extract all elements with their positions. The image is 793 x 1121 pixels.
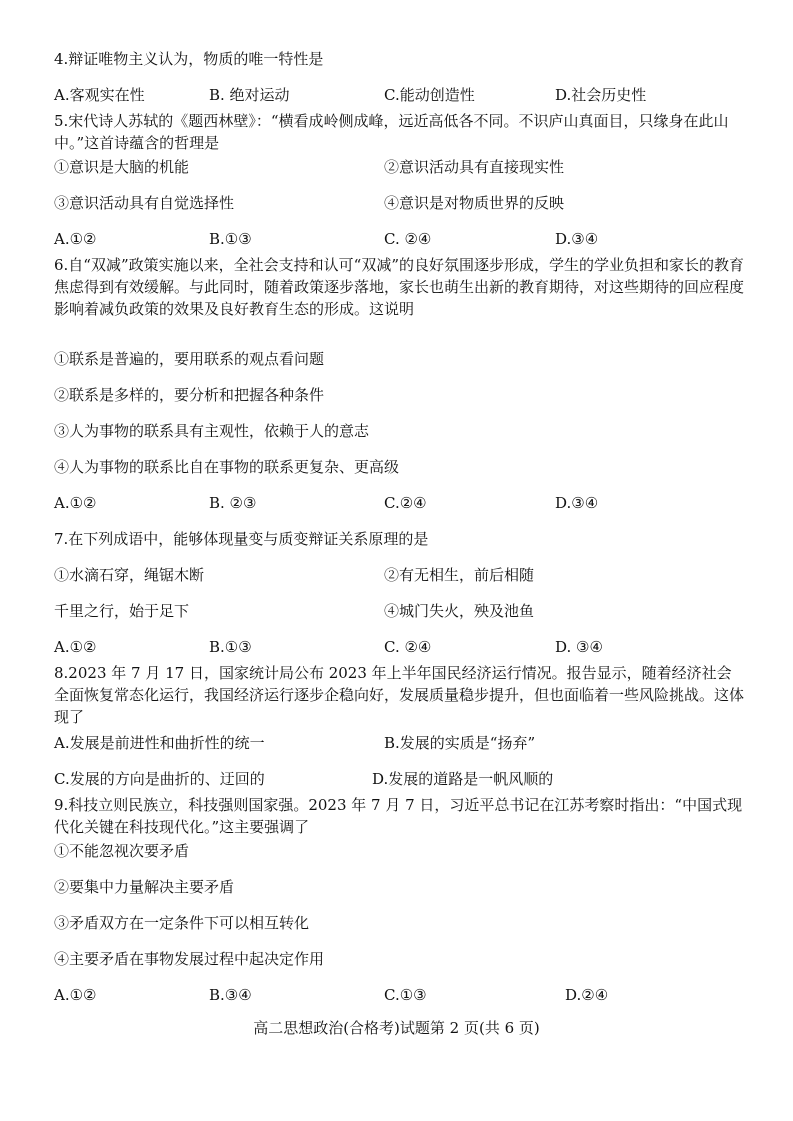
question-5-option-a: A.①② bbox=[54, 230, 97, 248]
question-7-option-d: D. ③④ bbox=[555, 638, 603, 656]
question-6-option-c: C.②④ bbox=[384, 494, 427, 512]
question-6-item-2: ②联系是多样的，要分析和把握各种条件 bbox=[54, 386, 325, 404]
question-7-option-c: C. ②④ bbox=[384, 638, 432, 656]
question-6-item-1: ①联系是普遍的，要用联系的观点看问题 bbox=[54, 350, 325, 368]
question-5-item-2: ②意识活动具有直接现实性 bbox=[384, 158, 565, 176]
question-7-item-2: ②有无相生，前后相随 bbox=[384, 566, 535, 584]
question-7-item-3: 千里之行，始于足下 bbox=[54, 602, 190, 620]
question-5-item-1: ①意识是大脑的机能 bbox=[54, 158, 190, 176]
question-9-item-3: ③矛盾双方在一定条件下可以相互转化 bbox=[54, 914, 310, 932]
question-9-item-1: ①不能忽视次要矛盾 bbox=[54, 842, 190, 860]
question-5-stem: 5.宋代诗人苏轼的《题西林壁》：“横看成岭侧成峰，远近高低各不同。不识庐山真面目，只缘身在此山中。”这首诗蕴含的哲理是 bbox=[54, 112, 729, 152]
question-4-option-a: A.客观实在性 bbox=[54, 86, 145, 104]
question-8-option-b: B.发展的实质是“扬弃” bbox=[384, 734, 536, 752]
question-7-stem: 7.在下列成语中，能够体现量变与质变辩证关系原理的是 bbox=[54, 530, 429, 548]
question-8-option-c: C.发展的方向是曲折的、迂回的 bbox=[54, 770, 265, 788]
question-9-option-a: A.①② bbox=[54, 986, 97, 1004]
question-9-option-c: C.①③ bbox=[384, 986, 427, 1004]
question-7-option-b: B.①③ bbox=[209, 638, 252, 656]
question-9-stem: 9.科技立则民族立，科技强则国家强。2023 年 7 月 7 日，习近平总书记在江苏考察时指出：“中国式现代化关键在科技现代化。”这主要强调了 bbox=[54, 796, 743, 836]
question-5-item-4: ④意识是对物质世界的反映 bbox=[384, 194, 565, 212]
question-6-item-4: ④人为事物的联系比自在事物的联系更复杂、更高级 bbox=[54, 458, 400, 476]
question-4-option-b: B. 绝对运动 bbox=[209, 86, 290, 104]
question-9-option-d: D.②④ bbox=[565, 986, 609, 1004]
question-4-stem: 4.辩证唯物主义认为，物质的唯一特性是 bbox=[54, 50, 324, 68]
question-9-item-4: ④主要矛盾在事物发展过程中起决定作用 bbox=[54, 950, 325, 968]
question-7-item-4: ④城门失火，殃及池鱼 bbox=[384, 602, 535, 620]
question-7-item-1: ①水滴石穿，绳锯木断 bbox=[54, 566, 205, 584]
question-7-option-a: A.①② bbox=[54, 638, 97, 656]
question-5-option-c: C. ②④ bbox=[384, 230, 432, 248]
question-8-option-a: A.发展是前进性和曲折性的统一 bbox=[54, 734, 265, 752]
question-6-option-a: A.①② bbox=[54, 494, 97, 512]
question-6-option-b: B. ②③ bbox=[209, 494, 257, 512]
question-5-option-b: B.①③ bbox=[209, 230, 252, 248]
question-4-option-d: D.社会历史性 bbox=[555, 86, 647, 104]
question-9-item-2: ②要集中力量解决主要矛盾 bbox=[54, 878, 235, 896]
question-8-stem: 8.2023 年 7 月 17 日，国家统计局公布 2023 年上半年国民经济运行情况。报告显示，随着经济社会全面恢复常态化运行，我国经济运行逐步企稳向好，发展质量稳步提升，但也面临着一些风险挑战。这体现了 bbox=[54, 664, 745, 726]
question-9-option-b: B.③④ bbox=[209, 986, 252, 1004]
question-5-item-3: ③意识活动具有自觉选择性 bbox=[54, 194, 235, 212]
question-6-item-3: ③人为事物的联系具有主观性，依赖于人的意志 bbox=[54, 422, 370, 440]
page-footer: 高二思想政治(合格考)试题第 2 页(共 6 页) bbox=[253, 1019, 540, 1037]
question-8-option-d: D.发展的道路是一帆风顺的 bbox=[372, 770, 554, 788]
question-4-option-c: C.能动创造性 bbox=[384, 86, 475, 104]
question-6-stem: 6.自“双减”政策实施以来，全社会支持和认可“双减”的良好氛围逐步形成，学生的学业负担和家长的教育焦虑得到有效缓解。与此同时，随着政策逐步落地，家长也萌生出新的教育期待，对这些期待的回应程度影响着减负政策的效果及良好教育生态的形成。这说明 bbox=[54, 256, 745, 318]
question-5-option-d: D.③④ bbox=[555, 230, 599, 248]
question-6-option-d: D.③④ bbox=[555, 494, 599, 512]
